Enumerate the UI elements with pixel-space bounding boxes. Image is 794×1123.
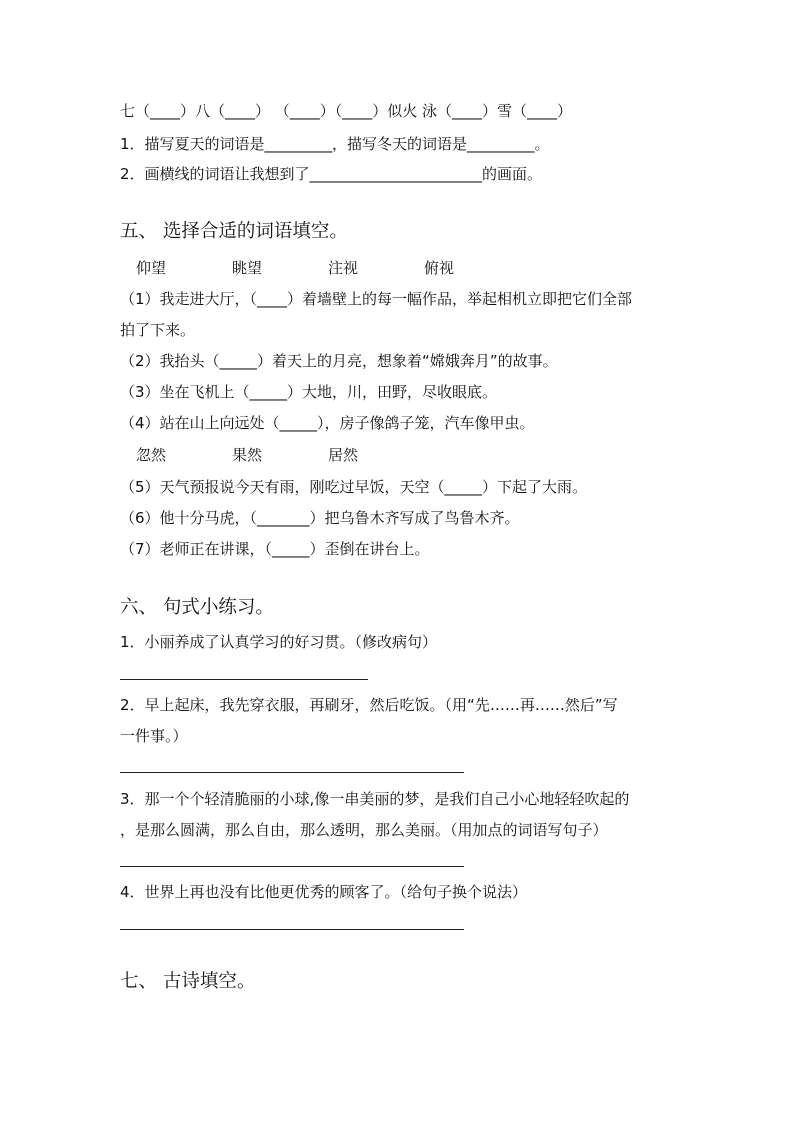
word-bank-a-item: 俯视 <box>424 259 455 277</box>
section-7-heading: 七、 古诗填空。 <box>120 971 256 992</box>
word-bank-a-item: 注视 <box>328 259 359 277</box>
fill-item-1-cont: 拍了下来。 <box>120 321 196 339</box>
fill-item-6: （6）他十分马虎，（_______）把乌鲁木齐写成了鸟鲁木齐。 <box>120 509 520 527</box>
answer-line-q1[interactable] <box>120 679 368 680</box>
answer-line-q2[interactable] <box>120 772 464 773</box>
fill-item-3: （3）坐在飞机上（_____）大地，川，田野，尽收眼底。 <box>120 383 498 401</box>
word-bank-a-item: 眺望 <box>232 259 263 277</box>
sentence-q2-line1: 2．早上起床，我先穿衣服，再刷牙，然后吃饭。（用“先……再……然后”写 <box>120 696 618 714</box>
sentence-q2-line2: 一件事。） <box>120 727 188 745</box>
section-6-heading: 六、 句式小练习。 <box>120 597 274 618</box>
answer-line-q4[interactable] <box>120 929 464 930</box>
word-bank-b-item: 果然 <box>232 446 263 464</box>
sentence-q3-line1: 3．那一个个轻清脆丽的小球,像一串美丽的梦，是我们自己小心地轻轻吹起的 <box>120 790 630 808</box>
fill-item-4: （4）站在山上向远处（_____），房子像鸽子笼，汽车像甲虫。 <box>120 414 535 432</box>
fill-item-5: （5）天气预报说今天有雨，刚吃过早饭，天空（_____）下起了大雨。 <box>120 478 588 496</box>
question-summer-winter-words: 1．描写夏天的词语是_________，描写冬天的词语是_________。 <box>120 135 550 153</box>
sentence-q3-line2: ，是那么圆满，那么自由，那么透明，那么美丽。（用加点的词语写句子） <box>120 821 608 839</box>
word-bank-b-item: 居然 <box>328 446 359 464</box>
fill-item-7: （7）老师正在讲课，（_____）歪倒在讲台上。 <box>120 540 430 558</box>
section-5-heading: 五、 选择合适的词语填空。 <box>120 221 348 242</box>
word-bank-a-item: 仰望 <box>136 259 167 277</box>
word-bank-b-item: 忽然 <box>136 446 167 464</box>
sentence-q4: 4．世界上再也没有比他更优秀的顾客了。（给句子换个说法） <box>120 883 528 901</box>
answer-line-q3[interactable] <box>120 866 464 867</box>
idiom-fill-row: 七（____）八（____） （____）（____）似火 泳（____）雪（____） <box>120 102 573 120</box>
question-underlined-words: 2．画横线的词语让我想到了_______________________的画面。 <box>120 165 543 183</box>
fill-item-2: （2）我抬头（_____）着天上的月亮，想象着“嫦娥奔月”的故事。 <box>120 352 558 370</box>
sentence-q1: 1．小丽养成了认真学习的好习贯。（修改病句） <box>120 633 438 651</box>
fill-item-1: （1）我走进大厅，（____）着墙壁上的每一幅作品，举起相机立即把它们全部 <box>120 290 633 308</box>
